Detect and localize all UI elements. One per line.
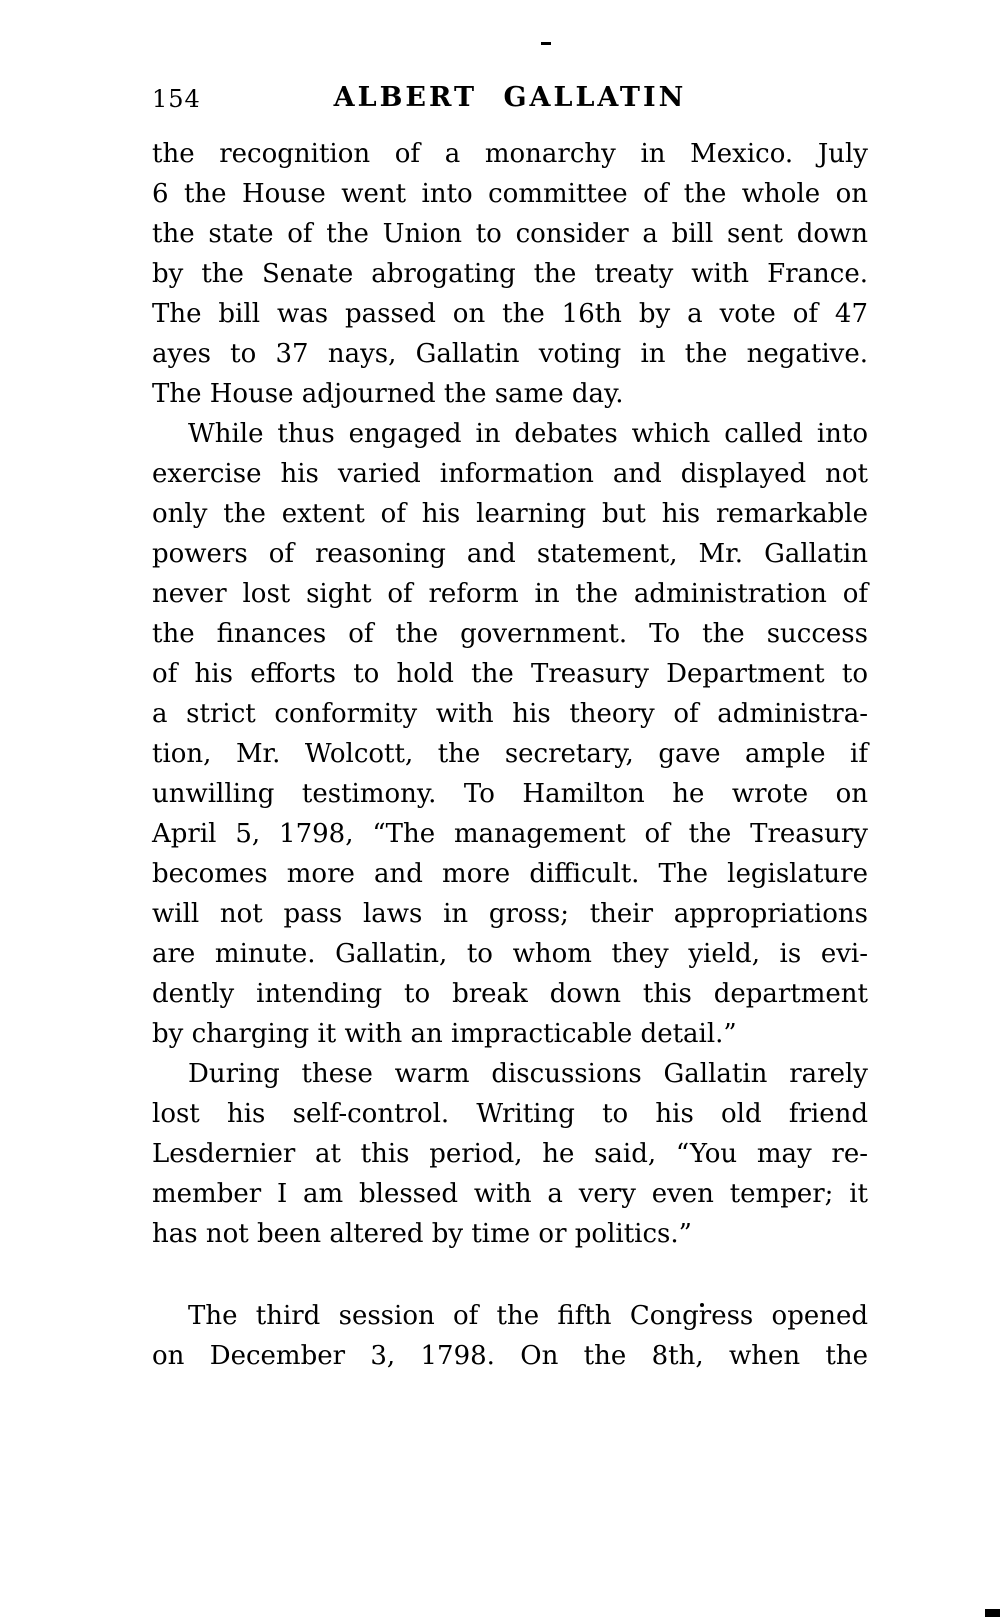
paragraph — [152, 414, 868, 1054]
text-line: powers of reasoning and statement, Mr. Gallatin — [152, 539, 868, 569]
text-line: by the Senate abrogating the treaty with France. — [152, 259, 868, 289]
text-line: on December 3, 1798. On the 8th, when the — [152, 1341, 868, 1371]
paragraph — [152, 134, 868, 414]
scan-artifact-dash-icon — [541, 42, 551, 45]
text-line: The House adjourned the same day. — [152, 379, 624, 409]
text-line: of his efforts to hold the Treasury Department to — [152, 659, 868, 689]
text-line: are minute. Gallatin, to whom they yield, is evi- — [152, 939, 868, 969]
text-line: the state of the Union to consider a bill sent down — [152, 219, 868, 249]
text-line: April 5, 1798, “The management of the Treasury — [152, 819, 868, 849]
text-line: only the extent of his learning but his remarkable — [152, 499, 868, 529]
text-line: 6 the House went into committee of the whole on — [152, 179, 868, 209]
text-line: During these warm discussions Gallatin rarely — [188, 1059, 868, 1089]
text-line: ayes to 37 nays, Gallatin voting in the negative. — [152, 339, 868, 369]
text-line: While thus engaged in debates which called into — [188, 419, 868, 449]
text-line: tion, Mr. Wolcott, the secretary, gave ample if — [152, 739, 868, 769]
page-number: 154 — [152, 85, 201, 113]
text-line: the recognition of a monarchy in Mexico. July — [152, 139, 868, 169]
text-block — [152, 134, 868, 1376]
text-line: the finances of the government. To the success — [152, 619, 868, 649]
page-header — [152, 82, 868, 114]
text-line: Lesdernier at this period, he said, “You may re- — [152, 1139, 868, 1169]
text-line: never lost sight of reform in the administration of — [152, 579, 868, 609]
text-line: becomes more and more difficult. The legislature — [152, 859, 868, 889]
paragraph — [152, 1054, 868, 1254]
text-line: a strict conformity with his theory of administra- — [152, 699, 868, 729]
text-line: unwilling testimony. To Hamilton he wrote on — [152, 779, 868, 809]
text-line: by charging it with an impracticable detail.” — [152, 1019, 737, 1049]
text-line: dently intending to break down this department — [152, 979, 868, 1009]
text-line: will not pass laws in gross; their appropriations — [152, 899, 868, 929]
text-line: The bill was passed on the 16th by a vote of 47 — [152, 299, 868, 329]
text-line: has not been altered by time or politics.” — [152, 1219, 692, 1249]
text-line: exercise his varied information and displayed not — [152, 459, 868, 489]
running-title: ALBERT GALLATIN — [333, 82, 687, 113]
text-line: member I am blessed with a very even temper; it — [152, 1179, 868, 1209]
paragraph — [152, 1296, 868, 1376]
text-line: The third session of the fifth Congress opened — [188, 1301, 868, 1331]
scan-artifact-corner-mark-icon — [985, 1609, 1000, 1617]
text-line: lost his self-control. Writing to his old friend — [152, 1099, 868, 1129]
